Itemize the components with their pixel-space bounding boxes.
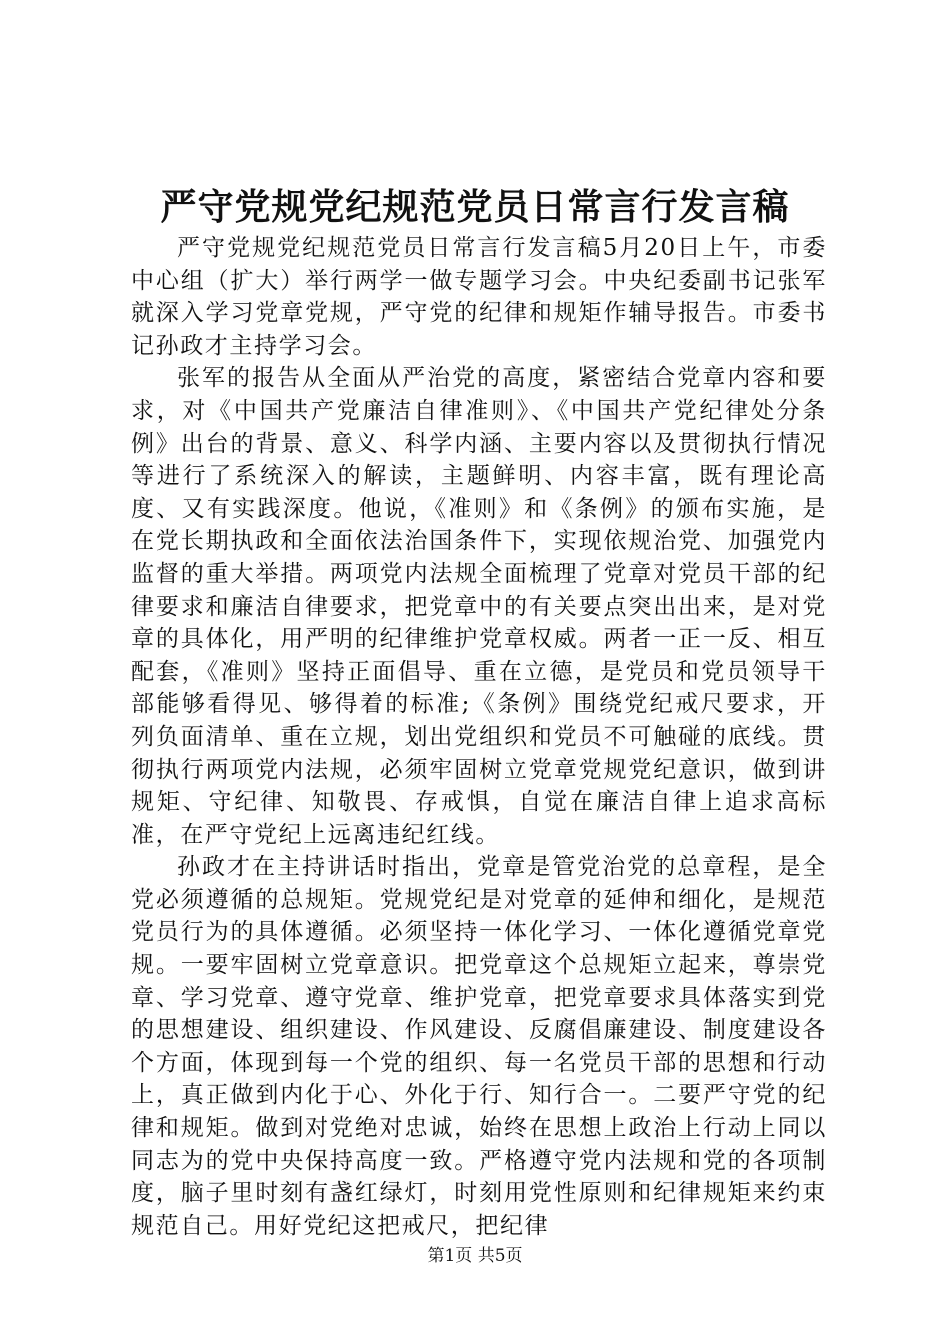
document-body: [131, 232, 827, 1242]
page-number-footer: 第1页 共5页: [427, 1246, 523, 1266]
paragraph-1: 严守党规党纪规范党员日常言行发言稿5月20日上午，市委中心组（扩大）举行两学一做专题学习会。中央纪委副书记张军就深入学习党章党规，严守党的纪律和规矩作辅导报告。市委书记孙政才主持学习会。: [131, 235, 827, 359]
paragraph-2: 张军的报告从全面从严治党的高度，紧密结合党章内容和要求，对《中国共产党廉洁自律准则》、《中国共产党纪律处分条例》出台的背景、意义、科学内涵、主要内容以及贯彻执行情况等进行了系统深入的解读，主题鲜明、内容丰富，既有理论高度、又有实践深度。他说，《准则》和《条例》的颁布实施，是在党长期执政和全面依法治国条件下，实现依规治党、加强党内监督的重大举措。两项党内法规全面梳理了党章对党员干部的纪律要求和廉洁自律要求，把党章中的有关要点突出出来，是对党章的具体化，用严明的纪律维护党章权威。两者一正一反、相互配套，《准则》坚持正面倡导、重在立德，是党员和党员领导干部能够看得见、够得着的标准;《条例》围绕党纪戒尺要求，开列负面清单、重在立规，划出党组织和党员不可触碰的底线。贯彻执行两项党内法规，必须牢固树立党章党规党纪意识，做到讲规矩、守纪律、知敬畏、存戒惧，自觉在廉洁自律上追求高标准，在严守党纪上远离违纪红线。: [131, 365, 827, 848]
document-title: 严守党规党纪规范党员日常言行发言稿: [160, 186, 790, 228]
paragraph-3: 孙政才在主持讲话时指出，党章是管党治党的总章程，是全党必须遵循的总规矩。党规党纪是对党章的延伸和细化，是规范党员行为的具体遵循。必须坚持一体化学习、一体化遵循党章党规。一要牢固树立党章意识。把党章这个总规矩立起来，尊崇党章、学习党章、遵守党章、维护党章，把党章要求具体落实到党的思想建设、组织建设、作风建设、反腐倡廉建设、制度建设各个方面，体现到每一个党的组织、每一名党员干部的思想和行动上，真正做到内化于心、外化于行、知行合一。二要严守党的纪律和规矩。做到对党绝对忠诚，始终在思想上政治上行动上同以同志为的党中央保持高度一致。严格遵守党内法规和党的各项制度，脑子里时刻有盏红绿灯，时刻用党性原则和纪律规矩来约束规范自己。用好党纪这把戒尺，把纪律: [131, 854, 827, 1239]
